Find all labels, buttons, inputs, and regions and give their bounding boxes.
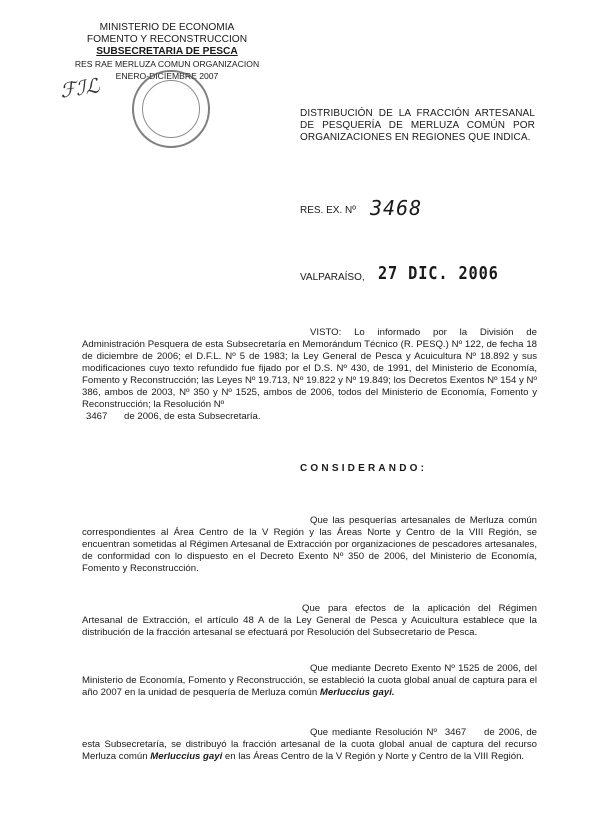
place-label: VALPARAÍSO,: [300, 272, 365, 283]
paragraph-4-start: Que mediante Resolución Nº: [310, 727, 437, 738]
visto-tail: de 2006, de esta Subsecretaría.: [124, 411, 261, 422]
paragraph-1-text: Que las pesquerías artesanales de Merluza común correspondientes al Área Centro de la V Región y las Áreas Norte y Centro de la VIII Región, se encuentran sometidas al Régimen Artesanal de Extracción por organizaciones de pescadores artesanales, de conformidad con lo dispuesto en el Decreto Exento Nº 350 de 2006, del Ministerio de Economía, Fomento y Reconstrucción.: [82, 515, 537, 574]
paragraph-3-text: Que mediante Decreto Exento Nº 1525 de 2006, del Ministerio de Economía, Fomento y Reconstrucción, se estableció la cuota global anual de captura para el año 2007 en la unidad de pesquería de Merluza común: [82, 663, 537, 698]
considerando-paragraph-4: [82, 727, 537, 763]
paragraph-3-species: Merluccius gayi.: [319, 687, 395, 698]
handwritten-initials: ℱℐℒ: [58, 73, 102, 103]
ministry-line-2: FOMENTO Y RECONSTRUCCION: [86, 34, 248, 45]
paragraph-4-end: en las Áreas Centro de la V Región y Norte y Centro de la VIII Región.: [224, 751, 525, 762]
visto-text: Lo informado por la División de Administración Pesquera de esta Subsecretaría en Memorándum Técnico (R. PESQ.) Nº 122, de fecha 18 de diciembre de 2006; el D.F.L. Nº 5 de 1983; la Ley General de Pesca y Acuicultura Nº 18.892 y sus modificaciones cuyo texto refundido fue fijado por el D.S. Nº 430, de 1991, del Ministerio de Economía, Fomento y Reconstrucción; las Leyes Nº 19.713, Nº 19.822 y Nº 19.849; los Decretos Exentos Nº 154 y Nº 386, ambos de 2003, Nº 350 y Nº 1525, ambos de 2006, todos del Ministerio de Economía, Fomento y Reconstrucción; la Resolución Nº: [82, 327, 537, 410]
paragraph-2-text: Que para efectos de la aplicación del Régimen Artesanal de Extracción, el artículo 48 A de la Ley General de Pesca y Acuicultura establece que la distribución de la fracción artesanal se efectuará por Resolución del Subsecretario de Pesca.: [82, 603, 537, 638]
period-line: ENERO-DICIEMBRE 2007: [115, 71, 219, 81]
official-seal-stamp: [132, 70, 210, 148]
visto-ref-number: 3467: [86, 411, 108, 422]
resolution-number: 3468: [370, 196, 423, 220]
considerando-heading: CONSIDERANDO:: [300, 463, 428, 474]
ministry-line-1: MINISTERIO DE ECONOMIA: [99, 22, 235, 33]
visto-paragraph: [82, 327, 537, 423]
reference-line: RES RAE MERLUZA COMUN ORGANIZACION: [74, 59, 260, 69]
considerando-paragraph-3: [82, 663, 537, 699]
paragraph-4-species: Merluccius gayi: [150, 751, 223, 762]
considerando-paragraph-2: [82, 603, 537, 639]
date-stamp: 27 DIC. 2006: [378, 263, 499, 284]
subsecretaria-line: SUBSECRETARIA DE PESCA: [96, 46, 238, 57]
paragraph-4-main: de 2006, de esta Subsecretaría, se distribuyó la fracción artesanal de la cuota global anual de captura del recurso Merluza común: [82, 727, 537, 762]
visto-lead: VISTO:: [310, 327, 342, 338]
paragraph-4-ref-number: 3467: [444, 727, 467, 738]
document-title: DISTRIBUCIÓN DE LA FRACCIÓN ARTESANAL DE PESQUERÍA DE MERLUZA COMÚN POR ORGANIZACIONES EN REGIONES QUE INDICA.: [300, 108, 535, 143]
resolution-label: RES. EX. Nº: [300, 205, 356, 216]
considerando-paragraph-1: [82, 515, 537, 575]
